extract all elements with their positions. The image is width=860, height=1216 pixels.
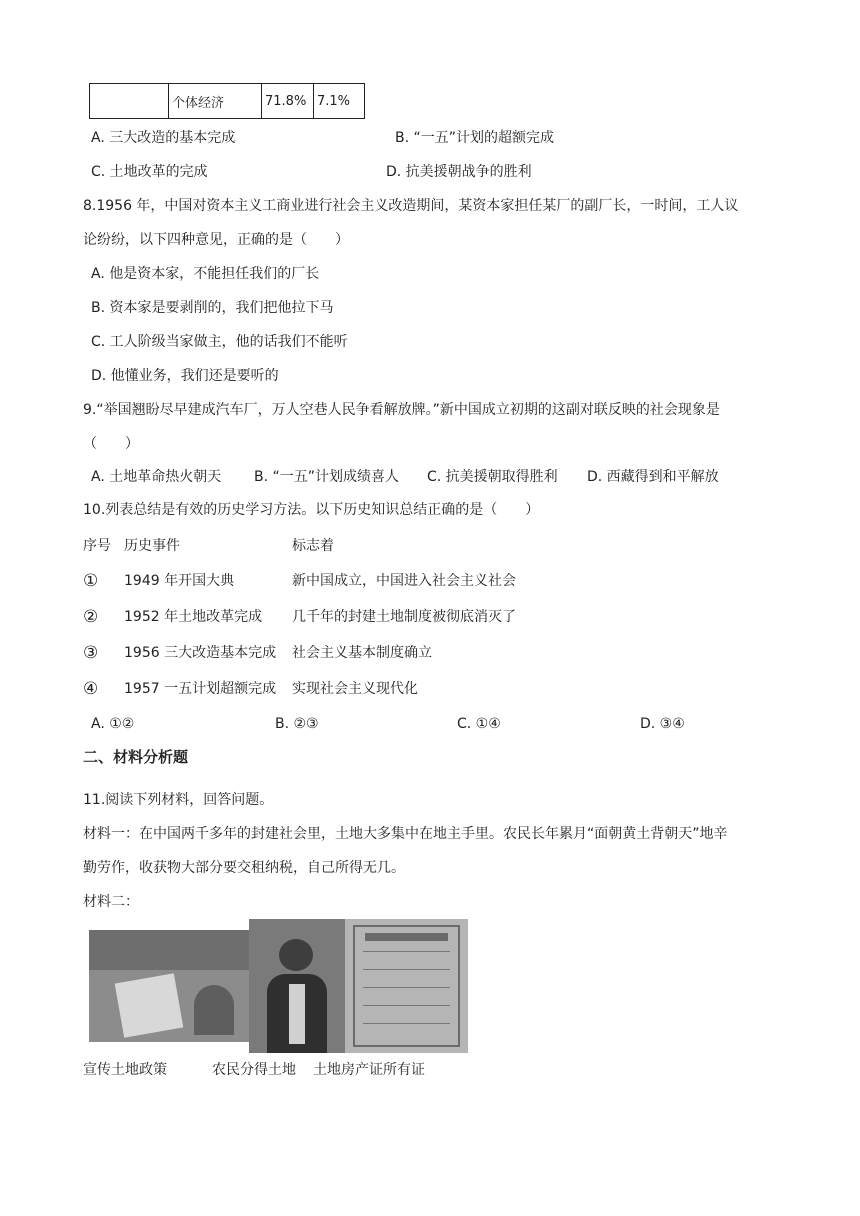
q7-option-a: A. 三大改造的基本完成 [91, 130, 236, 146]
q8-option-b: B. 资本家是要剥削的，我们把他拉下马 [91, 300, 334, 316]
q10-option-b: B. ②③ [275, 716, 319, 732]
q10-row2-event: 1952 年土地改革完成 [124, 609, 263, 625]
caption-3: 土地房产证所有证 [313, 1062, 425, 1078]
q7-option-c: C. 土地改革的完成 [91, 164, 208, 180]
section-title: 二、材料分析题 [83, 748, 189, 766]
q8-option-c: C. 工人阶级当家做主，他的话我们不能听 [91, 334, 348, 350]
q10-row4-mark: 实现社会主义现代化 [292, 681, 418, 697]
table-row [90, 84, 365, 119]
q11-material1-line2: 勤劳作，收获物大部分要交租纳税，自己所得无几。 [83, 860, 405, 876]
q10-row3-mark: 社会主义基本制度确立 [292, 645, 432, 661]
q8-stem-line1: 8.1956 年，中国对资本主义工商业进行社会主义改造期间，某资本家担任某厂的副厂长，一时间，工人议 [83, 198, 739, 214]
q10-option-c: C. ①④ [457, 716, 501, 732]
q10-row2-mark: 几千年的封建土地制度被彻底消灭了 [292, 609, 516, 625]
q9-option-b: B. “一五”计划成绩喜人 [254, 469, 400, 485]
caption-1: 宣传土地政策 [83, 1062, 167, 1078]
table-cell [90, 84, 169, 119]
q10-row3-no: ③ [83, 643, 99, 663]
q8-option-a: A. 他是资本家，不能担任我们的厂长 [91, 266, 320, 282]
q11-material2-label: 材料二： [83, 894, 139, 910]
q10-row2-no: ② [83, 607, 99, 627]
q10-header-mark: 标志着 [292, 538, 334, 554]
q9-option-d: D. 西藏得到和平解放 [587, 469, 719, 485]
q10-row3-event: 1956 三大改造基本完成 [124, 645, 277, 661]
q10-header-event: 历史事件 [124, 538, 180, 554]
q7-option-b: B. “一五”计划的超额完成 [395, 130, 555, 146]
q10-row1-mark: 新中国成立，中国进入社会主义社会 [292, 573, 516, 589]
q10-option-a: A. ①② [91, 716, 135, 732]
q9-option-c: C. 抗美援朝取得胜利 [427, 469, 558, 485]
q7-option-d: D. 抗美援朝战争的胜利 [386, 164, 532, 180]
q8-option-d: D. 他懂业务，我们还是要听的 [91, 368, 279, 384]
photo-land-certificate [345, 919, 468, 1053]
table-cell: 7.1% [314, 84, 365, 119]
q10-row1-event: 1949 年开国大典 [124, 573, 235, 589]
photo-propaganda [89, 930, 249, 1042]
photo-farmer-land [249, 919, 345, 1053]
q10-row4-no: ④ [83, 679, 99, 699]
caption-2: 农民分得土地 [212, 1062, 296, 1078]
q10-stem: 10.列表总结是有效的历史学习方法。以下历史知识总结正确的是（ ） [83, 502, 540, 518]
q11-stem: 11.阅读下列材料，回答问题。 [83, 792, 274, 808]
table-cell: 个体经济 [169, 84, 262, 119]
q10-header-no: 序号 [83, 538, 111, 554]
q10-row1-no: ① [83, 571, 99, 591]
q9-stem-line1: 9.“举国翘盼尽早建成汽车厂，万人空巷人民争看解放牌。”新中国成立初期的这副对联反映的社会现象是 [83, 402, 720, 418]
q9-stem-line2: （ ） [83, 436, 139, 452]
q10-row4-event: 1957 一五计划超额完成 [124, 681, 277, 697]
q11-material1-line1: 材料一：在中国两千多年的封建社会里，土地大多集中在地主手里。农民长年累月“面朝黄土背朝天”地辛 [83, 826, 728, 842]
top-table [89, 83, 365, 119]
table-cell: 71.8% [262, 84, 314, 119]
q10-option-d: D. ③④ [640, 716, 685, 732]
q9-option-a: A. 土地革命热火朝天 [91, 469, 222, 485]
q8-stem-line2: 论纷纷，以下四种意见，正确的是（ ） [83, 232, 349, 248]
